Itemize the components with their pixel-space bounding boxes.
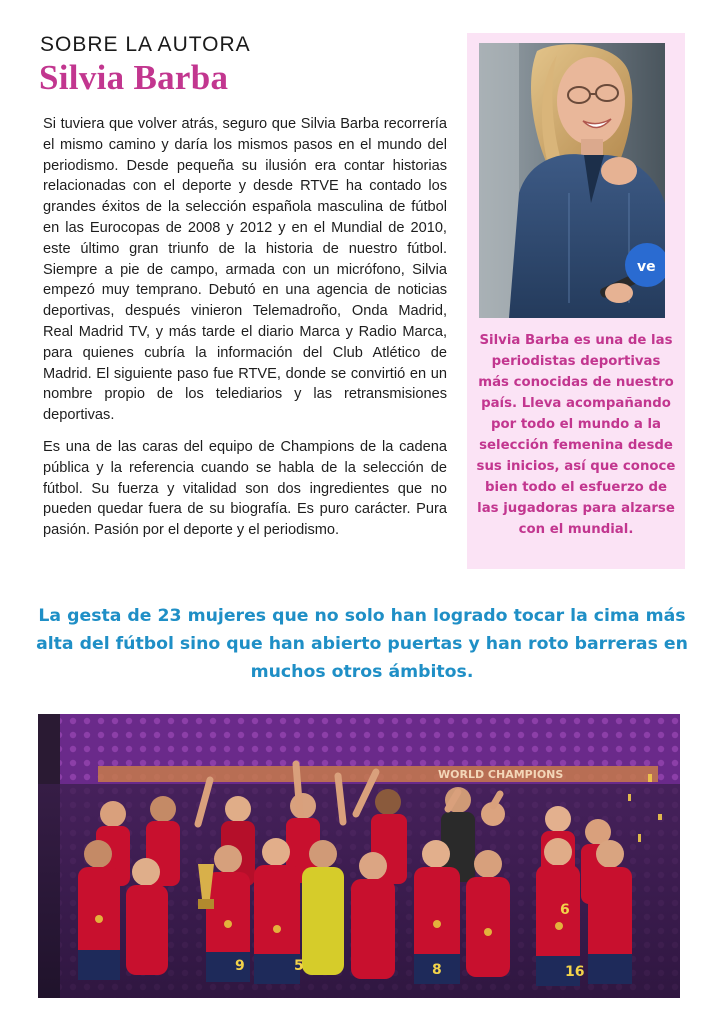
author-photo [479, 43, 665, 318]
bio-paragraph: Es una de las caras del equipo de Champions de la cadena pública y la referencia cuando se habla de la selección de fútbol. Su fuerza y vitalidad son dos ingredientes que no pueden quedar fuera de su biografía. Es puro carácter. Pura pasión. Pasión por el deporte y el periodismo. [43, 438, 447, 539]
banner-text: WORLD CHAMPIONS [438, 768, 564, 781]
jersey-number: 6 [560, 902, 570, 918]
jersey-number: 16 [565, 964, 585, 980]
jersey-number: 9 [235, 958, 245, 974]
jersey-number: 8 [432, 962, 442, 978]
biography-text [43, 114, 447, 552]
pull-quote: La gesta de 23 mujeres que no solo han logrado tocar la cima más alta del fútbol sino que han abierto puertas y han roto barreras en muchos otros ámbitos. [36, 606, 688, 682]
team-celebration-photo [38, 714, 680, 998]
author-sidebar [467, 33, 685, 569]
bio-paragraph: Si tuviera que volver atrás, seguro que Silvia Barba recorrería el mismo camino y daría los mismos pasos en el mundo del periodismo. Desde pequeña su ilusión era contar historias relacionadas con el deporte y desde RTVE ha contado los grandes éxitos de la selección española masculina de fútbol en las Eurocopas de 2008 y 2012 y en el Mundial de 2010, este último gran triunfo de la historia de nuestro fútbol. Siempre a pie de campo, armada con un micrófono, Silvia empezó muy temprano. Debutó en una agencia de noticias deportivas, después vinieron Telemadroño, Onda Madrid, Real Madrid TV, y más tarde el diario Marca y Radio Marca, para quienes cubría la información del Club Atlético de Madrid. El siguiente paso fue RTVE, donde se convirtió en un nombre propio de los telediarios y las retransmisiones deportivas. [43, 116, 447, 424]
jersey-number: 5 [294, 958, 304, 974]
photo-caption: Silvia Barba es una de las periodistas deportivas más conocidas de nuestro país. Lleva acompañando por todo el mundo a la selección femenina desde sus inicios, así que conoce bien todo el esfuerzo de las jugadoras para alzarse con el mundial. [476, 333, 676, 537]
author-name: Silvia Barba [39, 58, 229, 97]
section-kicker: SOBRE LA AUTORA [40, 33, 251, 56]
mic-logo-text: ve [637, 259, 656, 275]
